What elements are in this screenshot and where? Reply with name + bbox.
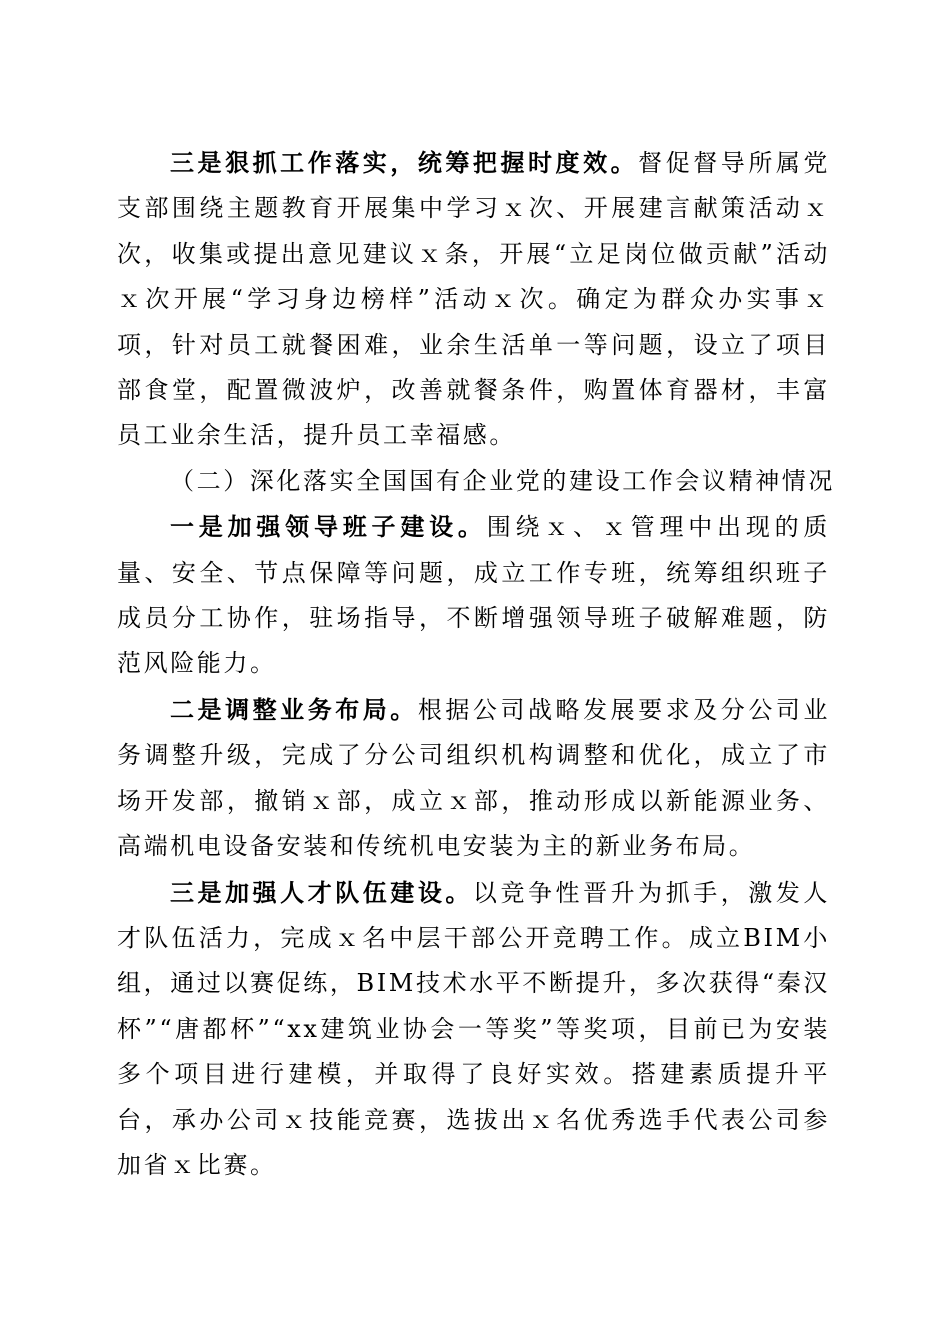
paragraph-talent-team	[117, 870, 830, 1189]
paragraph-lead: 三是加强人才队伍建设。	[170, 877, 473, 907]
document-body	[117, 140, 835, 1188]
paragraph-business-layout	[117, 687, 830, 870]
paragraph-text: 根据公司战略发展要求及分公司业务调整升级，完成了分公司组织机构调整和优化，成立了市场开发部，撤销ｘ部，成立ｘ部，推动形成以新能源业务、高端机电设备安装和传统机电安装为主的新业务布局。	[117, 695, 831, 861]
paragraph-lead: 三是狠抓工作落实，统筹把握时度效。	[170, 148, 639, 177]
paragraph-text: 以竞争性晋升为抓手，激发人才队伍活力，完成ｘ名中层干部公开竞聘工作。成立BIM小组，通过以赛促练，BIM技术水平不断提升，多次获得“秦汉杯”“唐都杯”“xx建筑业协会一等奖”等奖项，目前已为安装多个项目进行建模，并取得了良好实效。搭建素质提升平台，承办公司ｘ技能竞赛，选拔出ｘ名优秀选手代表公司参加省ｘ比赛。	[117, 878, 830, 1179]
paragraph-leadership-team	[117, 504, 830, 687]
paragraph-lead: 一是加强领导班子建设。	[170, 512, 487, 542]
paragraph-text: 围绕ｘ、ｘ管理中出现的质量、安全、节点保障等问题，成立工作专班，统筹组织班子成员分工协作，驻场指导，不断增强领导班子破解难题，防范风险能力。	[117, 513, 830, 678]
paragraph-lead: 二是调整业务布局。	[170, 694, 418, 724]
paragraph-work-implementation	[117, 140, 830, 459]
section-heading: （二）深化落实全国国有企业党的建设工作会议精神情况	[170, 466, 835, 495]
paragraph-text: 督促督导所属党支部围绕主题教育开展集中学习ｘ次、开展建言献策活动ｘ次，收集或提出意见建议ｘ条，开展“立足岗位做贡献”活动ｘ次开展“学习身边榜样”活动ｘ次。确定为群众办实事ｘ项，针对员工就餐困难，业余生活单一等问题，设立了项目部食堂，配置微波炉，改善就餐条件，购置体育器材，丰富员工业余生活，提升员工幸福感。	[117, 149, 831, 450]
